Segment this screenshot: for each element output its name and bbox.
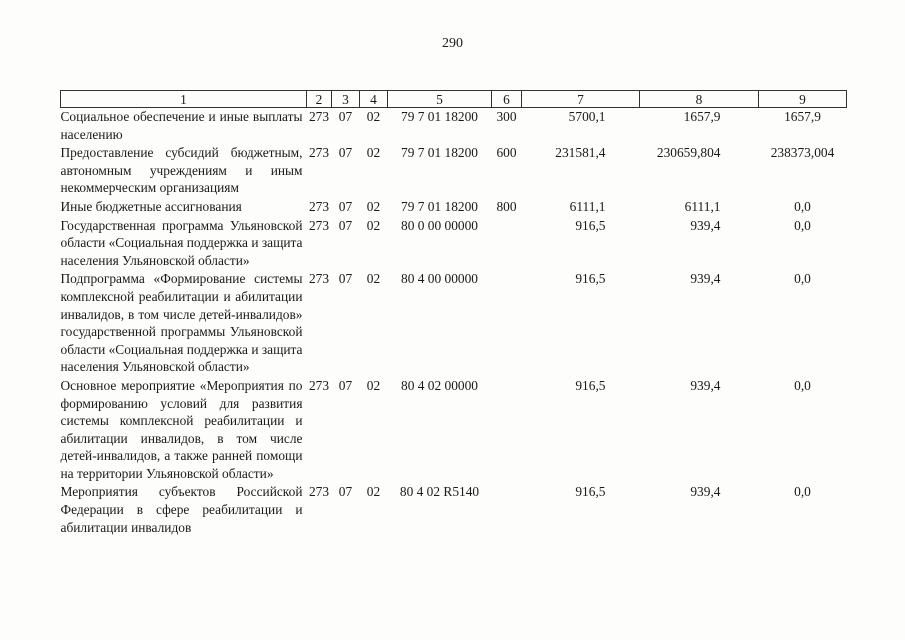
col-5-value: 80 4 02 R5140	[399, 484, 480, 500]
col-4-value: 02	[366, 198, 381, 214]
column-header-7: 7	[522, 91, 640, 108]
col-8-value: 230659,804	[656, 145, 721, 161]
col-7-value: 916,5	[575, 271, 606, 287]
col-8-value: 939,4	[690, 217, 721, 233]
col-3-value: 07	[338, 377, 353, 393]
col-2-value: 273	[308, 217, 330, 233]
col-2-value: 273	[308, 109, 330, 124]
table-row	[61, 144, 847, 198]
col-6-value	[492, 377, 522, 484]
col-7-value: 5700,1	[568, 109, 606, 124]
col-6-value	[492, 217, 522, 271]
table-header	[61, 91, 847, 108]
col-7-value: 916,5	[575, 217, 606, 233]
budget-table	[60, 90, 847, 537]
budget-table-container	[60, 90, 846, 537]
col-9-value: 0,0	[794, 484, 811, 500]
col-6-value: 300	[496, 109, 517, 124]
col-5-value: 79 7 01 18200	[401, 109, 478, 124]
col-9-value: 0,0	[794, 271, 811, 287]
column-header-2: 2	[307, 91, 332, 108]
row-name: Иные бюджетные ассигнования	[60, 198, 242, 214]
col-8-value: 1657,9	[683, 109, 721, 124]
col-3-value: 07	[338, 109, 353, 124]
table-row	[61, 270, 847, 377]
col-2-value: 273	[308, 484, 330, 500]
col-4-value: 02	[366, 377, 381, 393]
col-8-value: 6111,1	[684, 198, 721, 214]
col-3-value: 07	[338, 198, 353, 214]
col-5-value: 79 7 01 18200	[401, 145, 478, 161]
col-4-value: 02	[366, 484, 381, 500]
column-header-4: 4	[360, 91, 388, 108]
row-name: Мероприятия субъектов Российской Федерации в сфере реабилитации и абилитации инвалидов	[60, 484, 303, 535]
col-5-value: 79 7 01 18200	[401, 198, 478, 214]
col-7-value: 916,5	[575, 377, 606, 393]
col-7-value: 6111,1	[569, 198, 606, 214]
column-header-6: 6	[492, 91, 522, 108]
col-4-value: 02	[366, 217, 381, 233]
col-8-value: 939,4	[690, 484, 721, 500]
col-5-value: 80 4 02 00000	[401, 377, 478, 393]
col-2-value: 273	[308, 377, 330, 393]
col-9-value: 1657,9	[784, 109, 821, 124]
col-3-value: 07	[338, 271, 353, 287]
col-3-value: 07	[338, 217, 353, 233]
column-header-1: 1	[61, 91, 307, 108]
col-4-value: 02	[366, 145, 381, 161]
col-2-value: 273	[308, 271, 330, 287]
row-name: Социальное обеспечение и иные выплаты населению	[60, 109, 303, 142]
row-name: Государственная программа Ульяновской области «Социальная поддержка и защита населения Ульяновской области»	[60, 217, 303, 268]
column-header-8: 8	[640, 91, 759, 108]
col-6-value: 600	[496, 145, 517, 161]
col-9-value: 0,0	[794, 198, 811, 214]
col-2-value: 273	[308, 198, 330, 214]
col-3-value: 07	[338, 145, 353, 161]
row-name: Основное мероприятие «Мероприятия по формированию условий для развития системы комплексной реабилитации и абилитации инвалидов, в том числе детей-инвалидов, а также ранней помощи на территории Ульяновской области»	[60, 377, 303, 481]
col-3-value: 07	[338, 484, 353, 500]
col-6-value	[492, 483, 522, 537]
table-row	[61, 108, 847, 145]
col-4-value: 02	[366, 271, 381, 287]
column-header-9: 9	[759, 91, 847, 108]
col-5-value: 80 4 00 00000	[401, 271, 478, 287]
col-6-value: 800	[496, 198, 517, 214]
col-7-value: 231581,4	[555, 145, 606, 161]
column-header-3: 3	[332, 91, 360, 108]
col-9-value: 0,0	[794, 377, 811, 393]
col-2-value: 273	[308, 145, 330, 161]
table-row	[61, 377, 847, 484]
row-name: Подпрограмма «Формирование системы комплексной реабилитации и абилитации инвалидов, в том числе детей-инвалидов» государственной программы Ульяновской области «Социальная поддержка и защита населения Ульяновской области»	[60, 271, 303, 375]
col-8-value: 939,4	[690, 271, 721, 287]
col-4-value: 02	[366, 109, 381, 124]
page-number: 290	[442, 36, 463, 51]
table-row	[61, 217, 847, 271]
col-7-value: 916,5	[575, 484, 606, 500]
table-row	[61, 198, 847, 217]
column-header-5: 5	[388, 91, 492, 108]
col-5-value: 80 0 00 00000	[401, 217, 478, 233]
col-9-value: 0,0	[794, 217, 811, 233]
col-9-value: 238373,004	[770, 145, 835, 161]
table-row	[61, 483, 847, 537]
col-8-value: 939,4	[690, 377, 721, 393]
col-6-value	[492, 270, 522, 377]
row-name: Предоставление субсидий бюджетным, автономным учреждениям и иным некоммерческим организациям	[60, 145, 303, 196]
table-body	[61, 108, 847, 538]
